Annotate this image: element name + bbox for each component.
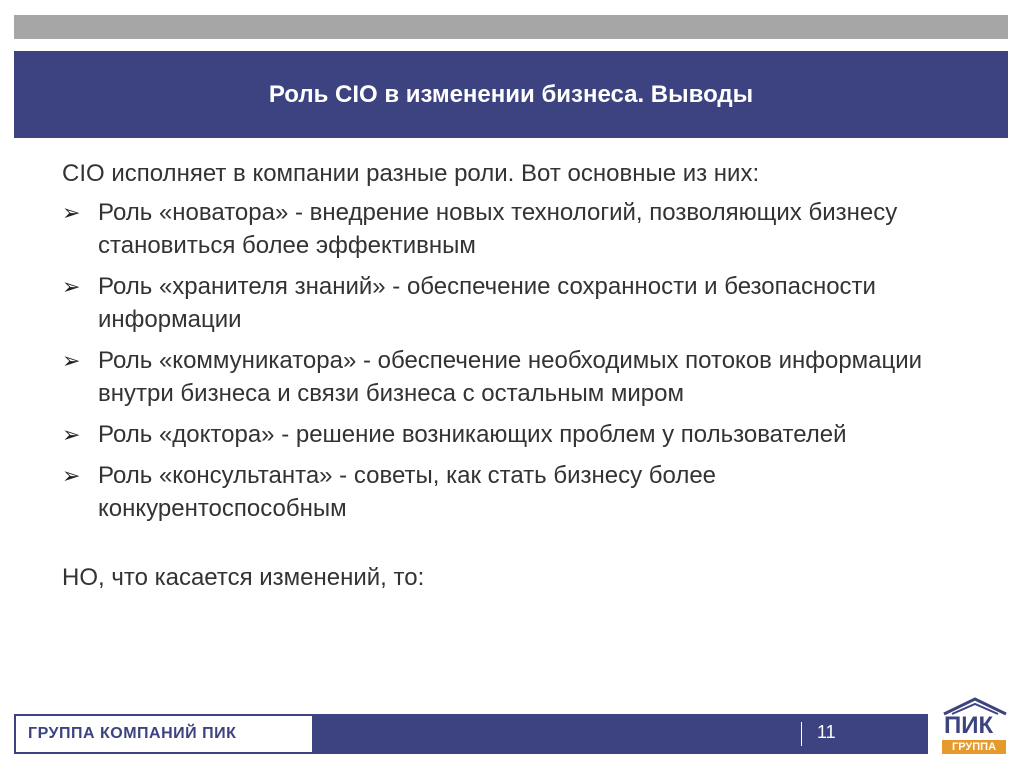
list-item-text: Роль «новатора» - внедрение новых технологий, позволяющих бизнесу становиться более эффективным — [98, 199, 898, 259]
arrow-bullet-icon: ➢ — [62, 200, 81, 225]
footer-company-box — [14, 714, 314, 754]
list-item-text: Роль «консультанта» - советы, как стать бизнесу более конкурентоспособным — [98, 462, 717, 522]
outro-text: НО, что касается изменений, то: — [62, 564, 425, 591]
pik-logo — [940, 696, 1010, 758]
list-item-text: Роль «хранителя знаний» - обеспечение сохранности и безопасности информации — [98, 273, 876, 333]
arrow-bullet-icon: ➢ — [62, 422, 81, 447]
arrow-bullet-icon: ➢ — [62, 274, 81, 299]
list-item — [62, 418, 962, 451]
roles-list — [62, 196, 962, 525]
title-bar — [14, 51, 1008, 138]
footer-company-name: ГРУППА КОМПАНИЙ ПИК — [28, 725, 237, 742]
logo-subtitle: ГРУППА — [942, 740, 1006, 754]
arrow-bullet-icon: ➢ — [62, 348, 81, 373]
arrow-bullet-icon: ➢ — [62, 463, 81, 488]
page-number: 11 — [817, 722, 836, 742]
logo-wordmark: ПИК — [944, 712, 994, 739]
list-item-text: Роль «коммуникатора» - обеспечение необходимых потоков информации внутри бизнеса и связи бизнеса с остальным миром — [98, 347, 923, 407]
list-item — [62, 270, 962, 336]
list-item-text: Роль «доктора» - решение возникающих проблем у пользователей — [98, 421, 847, 448]
list-item — [62, 344, 962, 410]
list-item — [62, 459, 962, 525]
footer-divider — [801, 722, 802, 746]
list-item — [62, 196, 962, 262]
top-decor-bar — [14, 15, 1008, 39]
intro-text: CIO исполняет в компании разные роли. Вот основные из них: — [62, 160, 760, 187]
slide-title: Роль CIO в изменении бизнеса. Выводы — [268, 80, 754, 108]
slide-content — [62, 157, 962, 618]
